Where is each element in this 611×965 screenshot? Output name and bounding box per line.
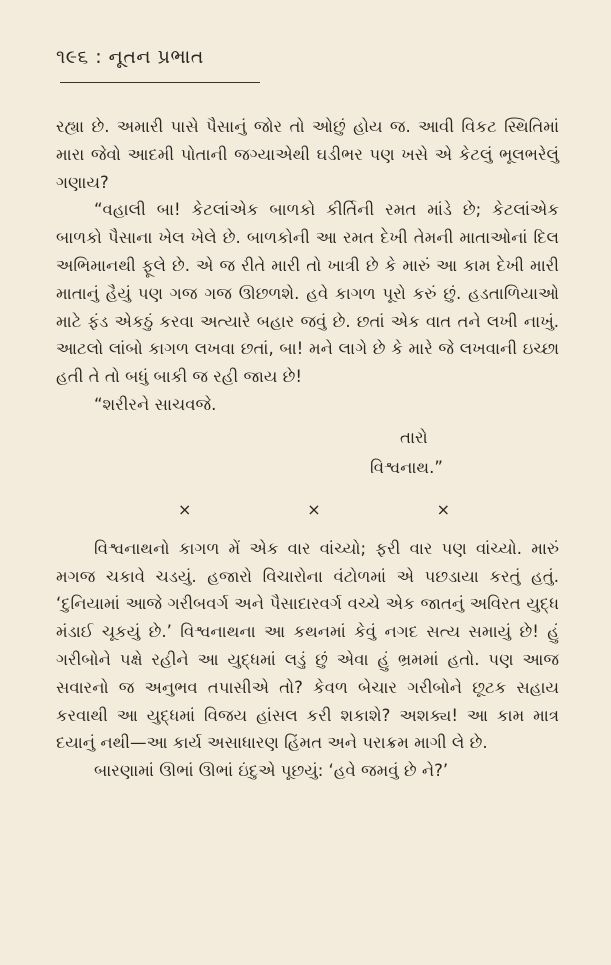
section-separator: [178, 499, 450, 521]
letter-signoff: [56, 423, 559, 483]
separator-mark: ×: [307, 499, 321, 519]
letter-paragraph-take-care: “શરીરને સાચવજે.: [94, 394, 217, 414]
letter-body: [56, 113, 559, 419]
letter-paragraph-dear-mother: “વહાલી બા! કેટલાંએક બાળકો કીર્તિની રમત માંડે છે; કેટલાંએક બાળકો પૈસાના ખેલ ખેલે છે. બાળકોની આ રમત દેખી તેમની માતાઓનાં દિલ અભિમાનથી ફૂલે છે. એ જ રીતે મારી તો ખાત્રી છે કે મારું આ કામ દેખી મારી માતાનું હૈયું પણ ગજ ગજ ઊછળશે. હવે કાગળ પૂરો કરું છું. હડતાળિયાઓ માટે ફંડ એકઠું કરવા અત્યારે બહાર જવું છે. છતાં એક વાત તને લખી નાખું. આટલો લાંબો કાગળ લખવા છતાં, બા! મને લાગે છે કે મારે જે લખવાની ઇચ્છા હતી તે તો બધું બાકી જ રહી જાય છે!: [56, 200, 559, 387]
narration-paragraph-reflection: વિશ્વનાથનો કાગળ મેં એક વાર વાંચ્યો; ફરી વાર પણ વાંચ્યો. મારું મગજ ચકાવે ચડયું. હજારો વિચારોના વંટોળમાં એ પછડાયા કરતું હતું. ‘દુનિયામાં આજે ગરીબવર્ગ અને પૈસાદારવર્ગ વચ્ચે એક જાતનું અવિરત યુદ્ધ મંડાઈ ચૂકયું છે.’ વિશ્વનાથના આ કથનમાં કેવું નગદ સત્ય સમાયું છે! હું ગરીબોને પક્ષે રહીને આ યુદ્ધમાં લડું છું એવા હું ભ્રમમાં હતો. પણ આજ સવારનો જ અનુભવ તપાસીએ તો? કેવળ બેચાર ગરીબોને છૂટક સહાય કરવાથી આ યુદ્ધમાં વિજય હાંસલ કરી શકાશે? અશક્ય! આ કામ માત્ર દયાનું નથી—આ કાર્ય અસાધારણ હિંમત અને પરાક્રમ માગી લે છે.: [56, 538, 559, 753]
separator-mark: ×: [178, 499, 192, 519]
separator-mark: ×: [436, 499, 450, 519]
letter-signature: વિશ્વનાથ.”: [370, 457, 443, 477]
letter-paragraph-continued: રહ્યા છે. અમારી પાસે પૈસાનું જોર તો ઓછું હોય જ. આવી વિકટ સ્થિતિમાં મારા જેવો આદમી પોતાની જગ્યાએથી ઘડીભર પણ ખસે એ કેટલું ભૂલભરેલું ગણાય?: [56, 117, 559, 192]
running-head: ૧૯૬ : નૂતન પ્રભાત: [56, 46, 204, 68]
narration-paragraph-indu-question: બારણામાં ઊભાં ઊભાં ઇંદુએ પૂછયું: ‘હવે જમવું છે ને?’: [94, 761, 449, 781]
header-rule: [60, 82, 260, 83]
letter-closing: તારો: [400, 427, 428, 447]
narration-body: [56, 535, 559, 785]
